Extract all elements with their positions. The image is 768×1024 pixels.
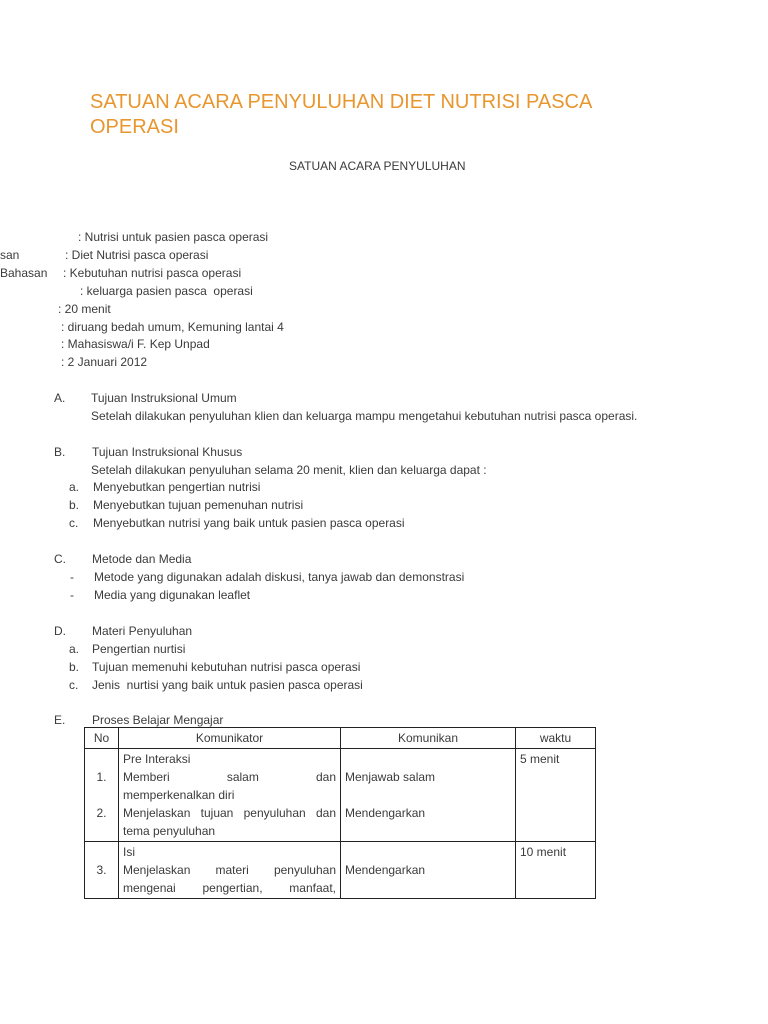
section-text: Setelah dilakukan penyuluhan selama 20 menit, klien dan keluarga dapat :	[91, 463, 487, 477]
time-cell: 5 menit	[516, 749, 596, 842]
info-target: : keluarga pasien pasca operasi	[80, 284, 253, 298]
header-komunikan: Komunikan	[341, 728, 516, 749]
phase-label: Isi	[123, 845, 135, 859]
table-row	[85, 749, 596, 842]
info-place: : diruang bedah umum, Kemuning lantai 4	[61, 320, 284, 334]
info-date: : 2 Januari 2012	[61, 355, 148, 369]
header-waktu: waktu	[516, 728, 596, 749]
info-presenter: : Mahasiswa/i F. Kep Unpad	[61, 337, 210, 351]
list-marker: b.	[69, 498, 80, 512]
list-item: Menyebutkan nutrisi yang baik untuk pasien pasca operasi	[93, 516, 405, 530]
section-heading: Tujuan Instruksional Umum	[91, 391, 237, 405]
list-marker: c.	[69, 678, 79, 692]
section-heading: Materi Penyuluhan	[92, 624, 193, 638]
response-text: Menjawab salam	[345, 770, 436, 784]
learning-process-table	[84, 727, 596, 899]
info-topic: : Nutrisi untuk pasien pasca operasi	[78, 230, 269, 244]
header-no: No	[85, 728, 119, 749]
list-marker: c.	[69, 516, 79, 530]
section-letter: A.	[54, 391, 66, 405]
info-duration: : 20 menit	[58, 302, 111, 316]
time-cell: 10 menit	[516, 842, 596, 899]
list-item: Menyebutkan pengertian nutrisi	[93, 480, 261, 494]
list-marker: -	[70, 588, 74, 602]
section-letter: D.	[54, 624, 66, 638]
subtitle: SATUAN ACARA PENYULUHAN	[289, 159, 466, 173]
activity-text: Memberi salam dan	[123, 770, 336, 784]
activity-text: tema penyuluhan	[123, 824, 216, 838]
list-item: Menyebutkan tujuan pemenuhan nutrisi	[93, 498, 304, 512]
info-subtopic: : Diet Nutrisi pasca operasi	[65, 248, 209, 262]
activity-text: Menjelaskan materi penyuluhan	[123, 863, 336, 877]
info-label: Bahasan	[0, 266, 48, 280]
activity-text: Menjelaskan tujuan penyuluhan dan	[123, 806, 336, 820]
document-title: SATUAN ACARA PENYULUHAN DIET NUTRISI PASCA OPERASI	[90, 91, 592, 138]
row-number: 2.	[96, 806, 107, 820]
row-number: 3.	[96, 863, 107, 877]
list-item: Pengertian nurtisi	[92, 642, 186, 656]
list-item: Tujuan memenuhi kebutuhan nutrisi pasca operasi	[92, 660, 361, 674]
info-label: san	[0, 248, 20, 262]
table-row	[85, 842, 596, 899]
list-marker: a.	[69, 642, 80, 656]
table-header-row	[85, 728, 596, 749]
phase-label: Pre Interaksi	[123, 752, 191, 766]
response-text: Mendengarkan	[345, 806, 426, 820]
row-number: 1.	[96, 770, 107, 784]
info-subject: : Kebutuhan nutrisi pasca operasi	[63, 266, 242, 280]
section-heading: Proses Belajar Mengajar	[92, 713, 224, 727]
header-komunikator: Komunikator	[119, 728, 341, 749]
section-text: Setelah dilakukan penyuluhan klien dan keluarga mampu mengetahui kebutuhan nutrisi pasca operasi.	[91, 409, 638, 423]
section-letter: C.	[54, 552, 66, 566]
section-letter: E.	[54, 713, 66, 727]
list-item: Media yang digunakan leaflet	[94, 588, 251, 602]
section-heading: Metode dan Media	[92, 552, 192, 566]
list-marker: b.	[69, 660, 80, 674]
response-text: Mendengarkan	[345, 863, 426, 877]
list-marker: a.	[69, 480, 80, 494]
activity-text: mengenai pengertian, manfaat,	[123, 881, 336, 895]
activity-text: memperkenalkan diri	[123, 788, 235, 802]
section-heading: Tujuan Instruksional Khusus	[92, 445, 243, 459]
list-marker: -	[70, 570, 74, 584]
section-letter: B.	[54, 445, 66, 459]
list-item: Metode yang digunakan adalah diskusi, tanya jawab dan demonstrasi	[94, 570, 465, 584]
list-item: Jenis nurtisi yang baik untuk pasien pasca operasi	[92, 678, 363, 692]
